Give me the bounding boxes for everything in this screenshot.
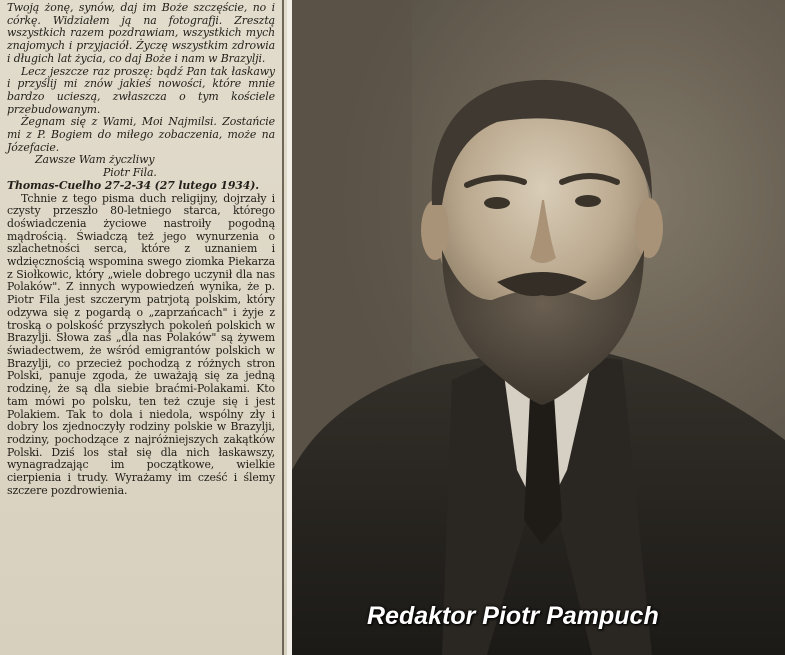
letter-place-date: Thomas-Cuelho 27-2-34 (27 lutego 1934). <box>7 178 260 192</box>
column-rule <box>282 0 284 655</box>
letter-paragraph-3: Żegnam się z Wami, Moi Najmilsi. Zostańcie mi z P. Bogiem do miłego zobaczenia, może na Józefacie. <box>7 115 275 154</box>
letter-paragraph-2: Lecz jeszcze raz proszę: bądź Pan tak łaskawy i przyślij mi znów jakieś nowości, które mnie bardzo ucieszą, zwłaszcza o tym kościele przebudowanym. <box>7 64 275 116</box>
article-column <box>7 2 275 497</box>
newspaper-clipping <box>0 0 287 655</box>
portrait-photo <box>292 0 785 655</box>
letter-signature: Piotr Fila. <box>103 166 157 180</box>
letter-paragraph-1: Twoją żonę, synów, daj im Boże szczęście, no i córkę. Widziałem ją na fotografji. Zresztą wszystkich razem pozdrawiam, wszystkich mych znajomych i przyjaciół. Życzę wszystkim zdrowia i długich lat życia, co daj Boże i nam w Brazylji. <box>7 1 275 65</box>
photo-caption: Redaktor Piotr Pampuch <box>367 602 659 630</box>
portrait-illustration <box>292 0 785 655</box>
commentary-paragraph: Tchnie z tego pisma duch religijny, dojrzały i czysty przeszło 80-letniego starca, którego doświadczenia życiowe nastroiły pogodną mądrością. Świadczą też jego wynurzenia o szlachetności serca, które z uznaniem i wdzięcznością wspomina swego ziomka Piekarza z Siołkowic, który „wiele dobrego uczynił dla nas Polaków". Z innych wypowiedzeń wynika, że p. Piotr Fila jest szczerym patrjotą polskim, który odzywa się z pogardą o „zaprzańcach" i żyje z troską o polskość przyszłych pokoleń polskich w Brazylji. Słowa zaś „dla nas Polaków" są żywem świadectwem, że wśród emigrantów polskich w Brazylji, co przecież pochodzą z różnych stron Polski, panuje zgoda, że uważają się za jedną rodzinę, że są dla siebie braćmi-Polakami. Kto tam mówi po polsku, ten też czuje się i jest Polakiem. Tak to dola i niedola, wspólny zły i dobry los zjednoczyły rodziny polskie w Brazylji, rodziny, pochodzące z najróżniejszych zakątków Polski. Dziś los stał się dla nich łaskawszy, wynagradzając im początkowe, wielkie cierpienia i trudy. Wyrażamy im cześć i ślemy szczere pozdrowienia. <box>7 191 275 497</box>
letter-closing: Zawsze Wam życzliwy <box>35 153 155 167</box>
